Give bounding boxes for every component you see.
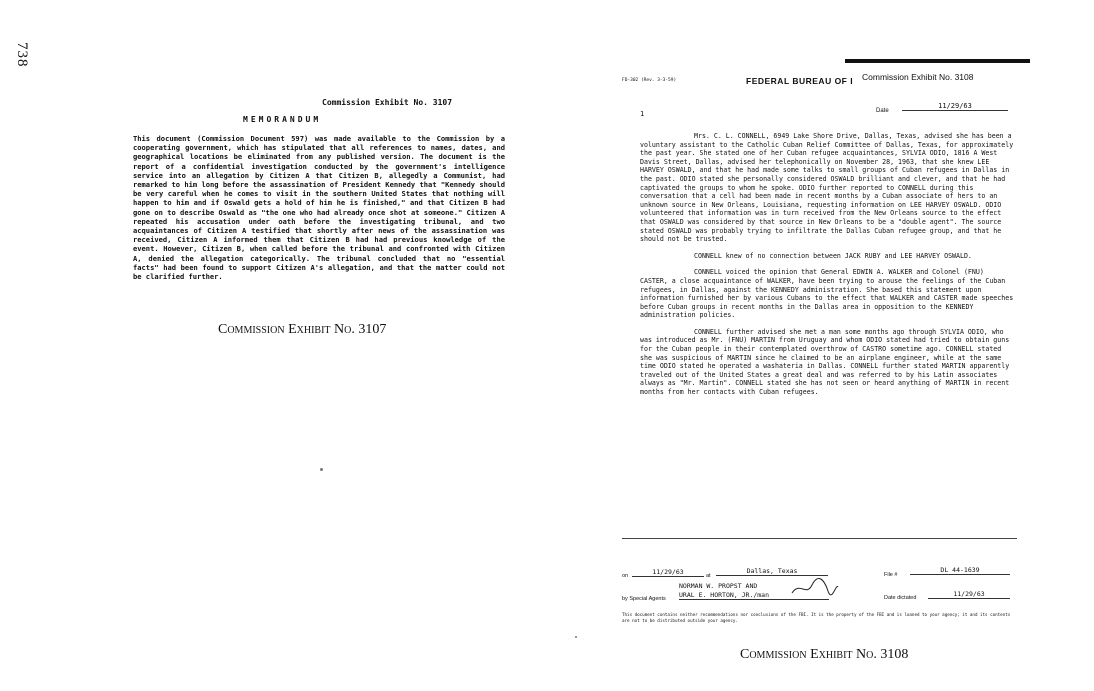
exhibit-3108-caption: Commission Exhibit No. 3108: [740, 647, 909, 662]
report-paragraph: Mrs. C. L. CONNELL, 6949 Lake Shore Drive, Dallas, Texas, advised she has been a voluntary assistant to the Catholic Cuban Relief Committee of Dallas, Texas, for approximately the past year. She stated one of her Cuban refugee acquaintances, SYLVIA ODIO, 1816 A West Davis Street, Dallas, advised her telephonically on November 28, 1963, that she knew LEE HARVEY OSWALD, and that he had made some talks to small groups of Cuban refugees in Dallas in the past. ODIO stated she personally considered OSWALD brilliant and clever, and that he had captivated the groups to whom he spoke. ODIO further reported to CONNELL during this conversation that a cell had been made in recent months by a Cuban associate of hers to an unknown source in New Orleans, Louisiana, requesting information on LEE HARVEY OSWALD. ODIO volunteered that information was in turn received from the New Orleans source to the effect that OSWALD was considered by that source in New Orleans to be a "double agent". The source stated OSWALD was probably trying to infiltrate the Dallas Cuban refugee group, and that he should not be trusted.: [640, 132, 1014, 244]
scan-header-bar: [845, 59, 1030, 63]
at-value: Dallas, Texas: [716, 567, 828, 576]
exhibit-3107-caption: Commission Exhibit No. 3107: [218, 322, 387, 337]
page-number: 738: [14, 42, 30, 68]
report-page-number: 1: [640, 110, 645, 118]
date-label: Date: [876, 108, 889, 114]
memorandum-heading: MEMORANDUM: [243, 115, 322, 124]
report-paragraph: CONNELL voiced the opinion that General EDWIN A. WALKER and Colonel (FNU) CASTER, a close acquaintance of WALKER, have been trying to arouse the feelings of the Cuban refugees, in Dallas, against the KENNEDY administration. She based this statement upon information furnished her by various Cubans to the effect that WALKER and CASTER made speeches before Cuban groups in recent months in the Dallas area in opposition to the KENNEDY administration policies.: [640, 268, 1014, 320]
agent-name-2: URAL E. HORTON, JR./man: [679, 591, 829, 600]
fbi-footer-note: This document contains neither recommendations nor conclusions of the FBI. It is the property of the FBI and is loaned to your agency; it and its contents are not to be distributed outside your agency.: [622, 612, 1011, 623]
scan-speck: [320, 468, 323, 471]
on-value: 11/29/63: [632, 568, 704, 577]
dictated-value: 11/29/63: [928, 590, 1010, 599]
scan-speck: [575, 636, 577, 638]
signature-scribble: [790, 577, 840, 599]
left-exhibit-title: Commission Exhibit No. 3107: [322, 98, 453, 107]
on-label: on: [622, 573, 629, 579]
memorandum-body: This document (Commission Document 597) was made available to the Commission by a cooperating government, which has stipulated that all references to names, dates, and geographical locations be eliminated from any published version. The document is the report of a confidential investigation conducted by the government's intelligence service into an allegation by Citizen A that Citizen B, allegedly a Communist, had remarked to him long before the assassination of President Kennedy that "Kennedy should be very careful when he comes to visit in the southern United States that nothing will happen to him and if Oswald gets a hold of him he is finished," and that Citizen B had gone on to describe Oswald as "the one who had already once shot at someone." Citizen A repeated his accusation under oath before the investigating tribunal, and two acquaintances of Citizen A testified that shortly after news of the assassination was received, Citizen A informed them that Citizen B had had previous knowledge of the event. However, Citizen B, when called before the tribunal and confronted with Citizen A, denied the allegation categorically. The tribunal concluded that no "essential facts" had been found to support Citizen A's allegation, and that the matter could not be clarified further.: [133, 134, 505, 282]
exhibit-3108-top: Commission Exhibit No. 3108: [862, 72, 974, 82]
date-value: 11/29/63: [902, 102, 1008, 111]
report-body: [640, 132, 1015, 405]
form-separator: [622, 538, 1017, 539]
report-paragraph: CONNELL further advised she met a man some months ago through SYLVIA ODIO, who was introduced as Mr. (FNU) MARTIN from Uruguay and whom ODIO stated had tried to obtain guns for the Cuban people in their contemplated overthrow of CASTRO sometime ago. CONNELL stated she was suspicious of MARTIN since he claimed to be an airplane engineer, while at the same time ODIO stated he operated a washateria in Dallas. CONNELL further stated MARTIN apparently traveled out of the United States a great deal and was referred to by his Latin associates always as "Mr. Martin". CONNELL stated she has not seen or heard anything of MARTIN in recent months from her contacts with Cuban refugees.: [640, 327, 1010, 397]
dictated-label: Date dictated: [884, 595, 917, 601]
by-label: by Special Agents: [622, 596, 666, 602]
file-value: DL 44-1639: [910, 566, 1010, 575]
report-paragraph: CONNELL knew of no connection between JACK RUBY and LEE HARVEY OSWALD.: [694, 251, 972, 260]
form-number: FD-302 (Rev. 3-3-59): [622, 78, 677, 83]
agent-name-1: NORMAN W. PROPST AND: [679, 582, 758, 590]
at-label: at: [706, 573, 711, 579]
file-label: File #: [884, 572, 898, 578]
agency-header: FEDERAL BUREAU OF I: [746, 76, 854, 86]
